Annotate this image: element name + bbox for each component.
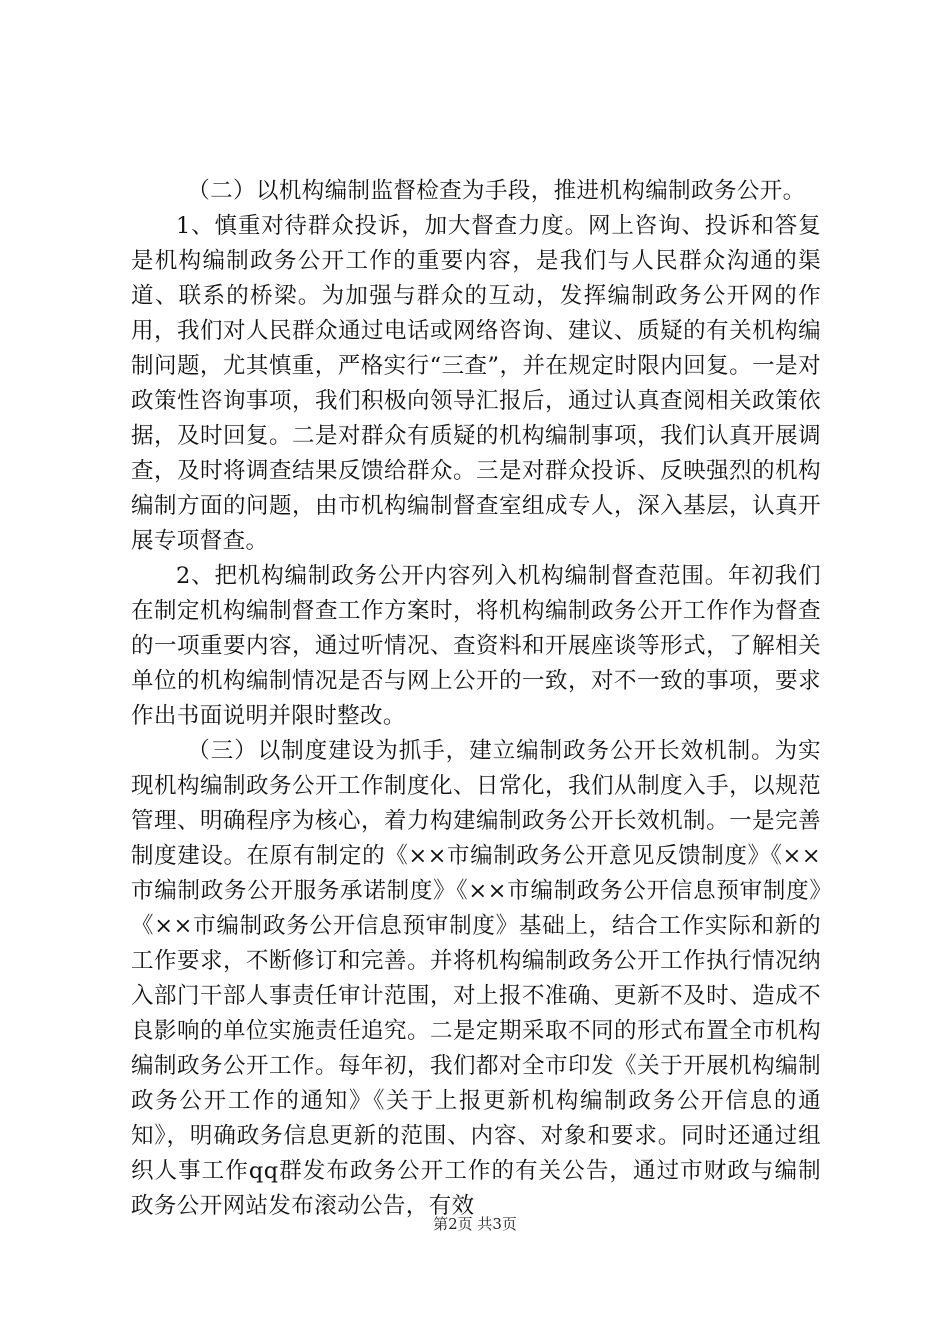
paragraph-1: 1、慎重对待群众投诉，加大督查力度。网上咨询、投诉和答复是机构编制政务公开工作的重要内容，是我们与人民群众沟通的渠道、联系的桥梁。为加强与群众的互动，发挥编制政务公开网的作用，我们对人民群众通过电话或网络咨询、建议、质疑的有关机构编制问题，尤其慎重，严格实行“三查”，并在规定时限内回复。一是对政策性咨询事项，我们积极向领导汇报后，通过认真查阅相关政策依据，及时回复。二是对群众有质疑的机构编制事项，我们认真开展调查，及时将调查结果反馈给群众。三是对群众投诉、反映强烈的机构编制方面的问题，由市机构编制督查室组成专人，深入基层，认真开展专项督查。 xyxy=(131,213,821,554)
page-footer: 第2页 共3页 xyxy=(433,1215,517,1233)
document-body xyxy=(131,174,821,1224)
section-heading-3: （三）以制度建设为抓手，建立编制政务公开长效机制。为实现机构编制政务公开工作制度化、日常化，我们从制度入手，以规范管理、明确程序为核心，着力构建编制政务公开长效机制。一是完善制度建设。在原有制定的《××市编制政务公开意见反馈制度》《××市编制政务公开服务承诺制度》《××市编制政务公开信息预审制度》《××市编制政务公开信息预审制度》基础上，结合工作实际和新的工作要求，不断修订和完善。并将机构编制政务公开工作执行情况纳入部门干部人事责任审计范围，对上报不准确、更新不及时、造成不良影响的单位实施责任追究。二是定期采取不同的形式布置全市机构编制政务公开工作。每年初，我们都对全市印发《关于开展机构编制政务公开工作的通知》《关于上报更新机构编制政务公开信息的通知》，明确政务信息更新的范围、内容、对象和要求。同时还通过组织人事工作qq群发布政务公开工作的有关公告，通过市财政与编制政务公开网站发布滚动公告，有效 xyxy=(131,738,821,1219)
paragraph-2: 2、把机构编制政务公开内容列入机构编制督查范围。年初我们在制定机构编制督查工作方案时，将机构编制政务公开工作作为督查的一项重要内容，通过听情况、查资料和开展座谈等形式，了解相关单位的机构编制情况是否与网上公开的一致，对不一致的事项，要求作出书面说明并限时整改。 xyxy=(131,563,821,729)
section-heading-2: （二）以机构编制监督检查为手段，推进机构编制政务公开。 xyxy=(187,178,806,204)
